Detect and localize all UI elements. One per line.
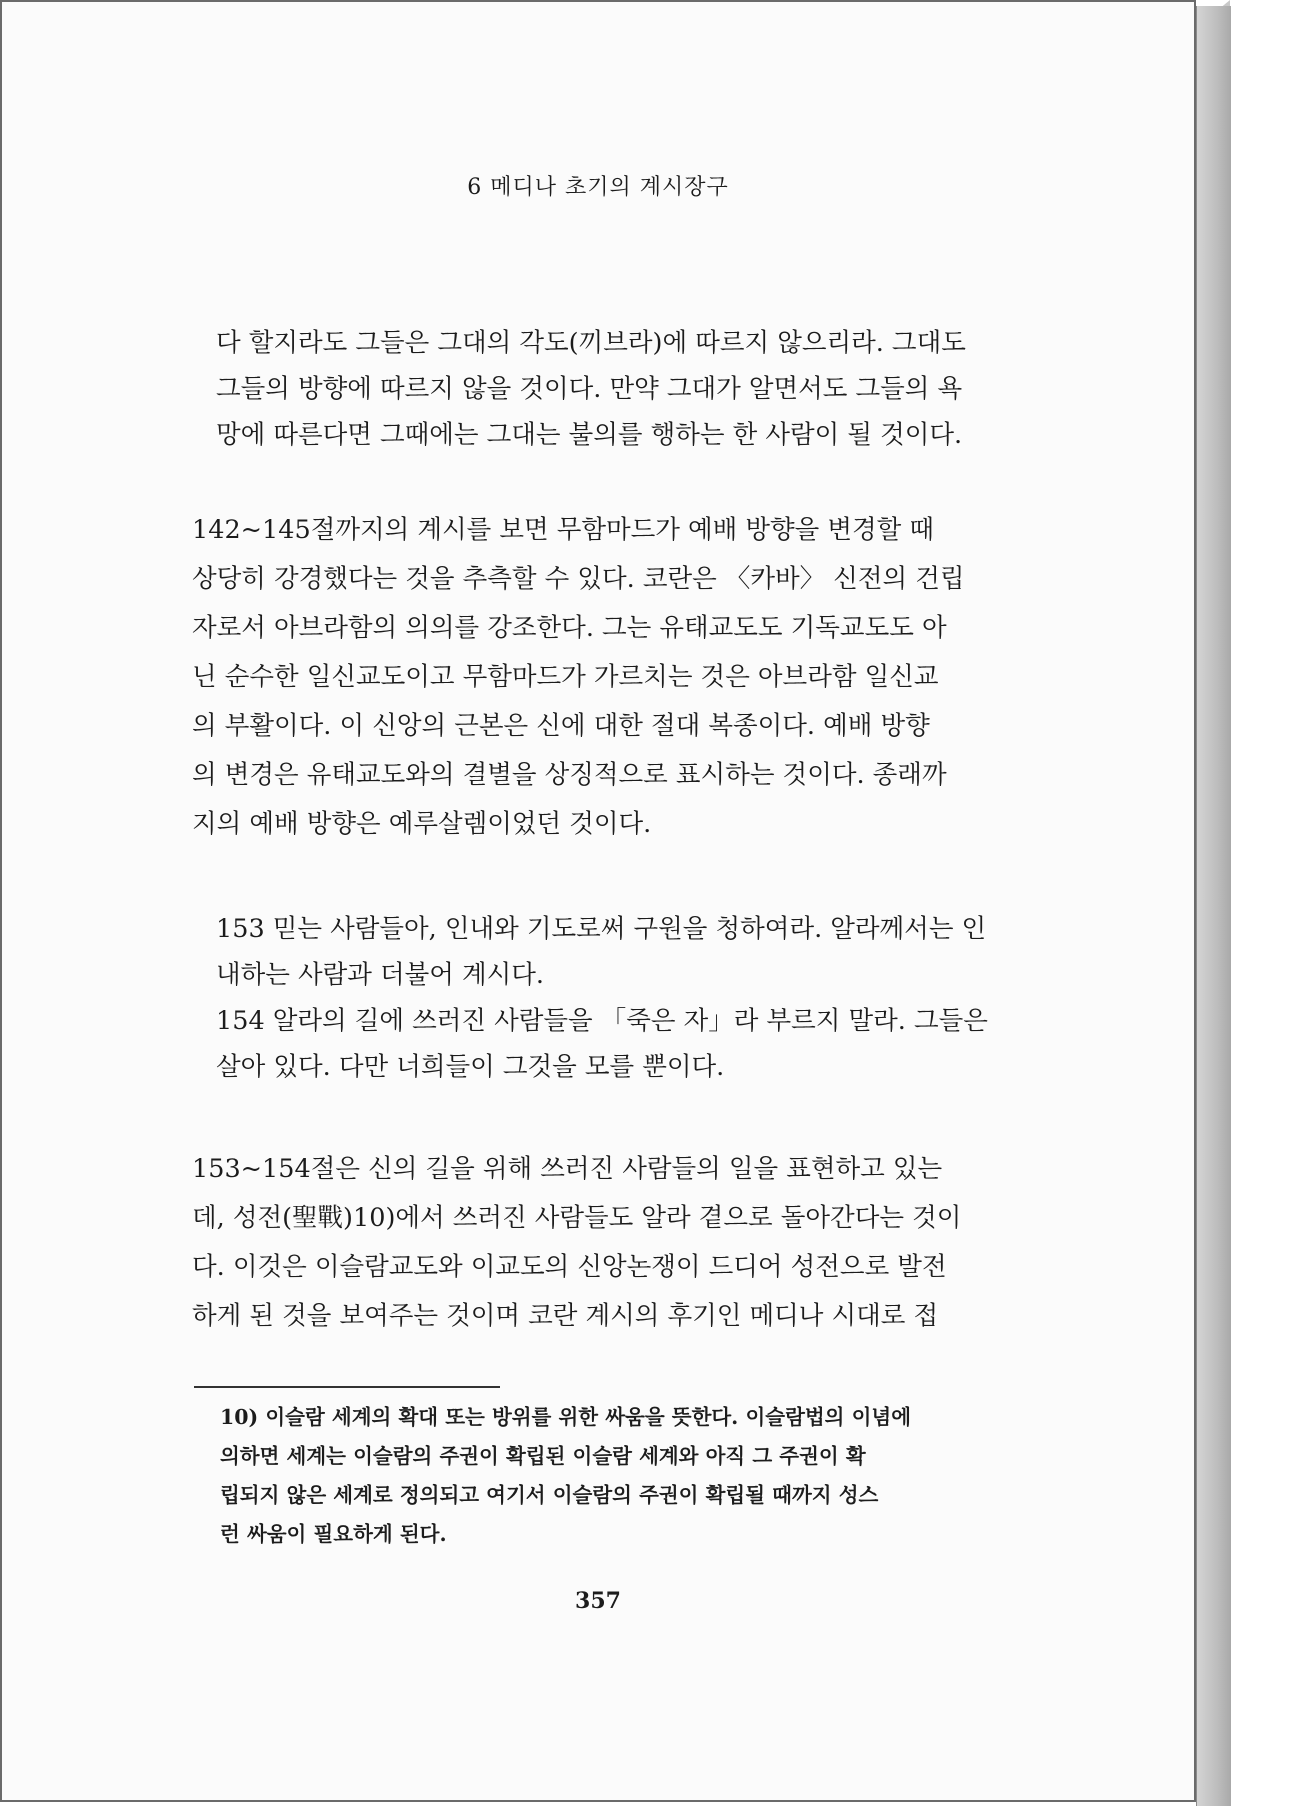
- text-line: 다. 이것은 이슬람교도와 이교도의 신앙논쟁이 드디어 성전으로 발전: [192, 1252, 947, 1282]
- text-line: 망에 따른다면 그때에는 그대는 불의를 행하는 한 사람이 될 것이다.: [216, 420, 963, 450]
- text-line: 내하는 사람과 더불어 계시다.: [216, 960, 545, 990]
- text-line: 142~145절까지의 계시를 보면 무함마드가 예배 방향을 변경할 때: [192, 515, 935, 545]
- text-line: 153 믿는 사람들아, 인내와 기도로써 구원을 청하여라. 알라께서는 인: [216, 914, 987, 944]
- page-number: 357: [575, 1588, 621, 1614]
- text-line: 다 할지라도 그들은 그대의 각도(끼브라)에 따르지 않으리라. 그대도: [216, 328, 966, 358]
- text-line: 153~154절은 신의 길을 위해 쓰러진 사람들의 일을 표현하고 있는: [192, 1154, 943, 1184]
- footnote-line: 런 싸움이 필요하게 된다.: [220, 1522, 447, 1546]
- text-line: 154 알라의 길에 쓰러진 사람들을 「죽은 자」라 부르지 말라. 그들은: [216, 1006, 988, 1036]
- text-line: 의 변경은 유태교도와의 결별을 상징적으로 표시하는 것이다. 종래까: [192, 760, 947, 790]
- body-paragraph-2: [192, 1145, 1052, 1341]
- text-line: 상당히 강경했다는 것을 추측할 수 있다. 코란은 〈카바〉 신전의 건립: [192, 564, 965, 594]
- text-line: 자로서 아브라함의 의의를 강조한다. 그는 유태교도도 기독교도도 아: [192, 613, 947, 643]
- text-line: 살아 있다. 다만 너희들이 그것을 모를 뿐이다.: [216, 1052, 725, 1082]
- footnote-line: 립되지 않은 세계로 정의되고 여기서 이슬람의 주권이 확립될 때까지 성스: [220, 1483, 879, 1507]
- footnote-divider: [194, 1386, 500, 1388]
- text-line: 그들의 방향에 따르지 않을 것이다. 만약 그대가 알면서도 그들의 욕: [216, 374, 963, 404]
- footnote: [220, 1398, 1050, 1554]
- quote-verse-block-1: [216, 320, 1016, 458]
- text-line: 지의 예배 방향은 예루살렘이었던 것이다.: [192, 809, 652, 839]
- text-line: 닌 순수한 일신교도이고 무함마드가 가르치는 것은 아브라함 일신교: [192, 662, 939, 692]
- text-line: 데, 성전(聖戰)10)에서 쓰러진 사람들도 알라 곁으로 돌아간다는 것이: [192, 1203, 962, 1233]
- running-head: 6 메디나 초기의 계시장구: [467, 175, 729, 200]
- body-paragraph-1: [192, 506, 1052, 849]
- footnote-line: 의하면 세계는 이슬람의 주권이 확립된 이슬람 세계와 아직 그 주권이 확: [220, 1444, 866, 1468]
- text-line: 하게 된 것을 보여주는 것이며 코란 계시의 후기인 메디나 시대로 접: [192, 1301, 939, 1331]
- book-page-edges: [1196, 6, 1231, 1806]
- footnote-line: 10) 이슬람 세계의 확대 또는 방위를 위한 싸움을 뜻한다. 이슬람법의 이념에: [220, 1405, 912, 1429]
- quote-verse-block-2: [216, 906, 1016, 1090]
- text-line: 의 부활이다. 이 신앙의 근본은 신에 대한 절대 복종이다. 예배 방향: [192, 711, 930, 741]
